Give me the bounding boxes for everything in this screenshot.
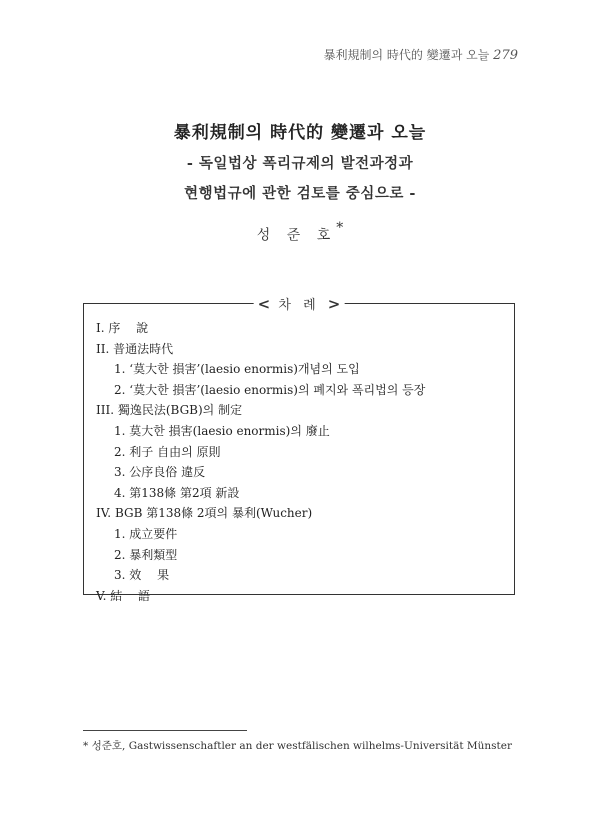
paper-subtitle-line-2: 현행법규에 관한 검토를 중심으로 -: [184, 185, 416, 202]
footnote-divider: [83, 730, 247, 731]
toc-item: IV. BGB 第138條 2項의 暴利(Wucher): [96, 506, 313, 521]
running-head: [324, 46, 518, 63]
toc-close-bracket: >: [327, 295, 341, 313]
toc-item: II. 普通法時代: [96, 341, 174, 356]
title-block: [0, 118, 600, 203]
running-head-title: 暴利規制의 時代的 變遷과 오늘: [323, 48, 490, 62]
toc-item: 4. 第138條 第2項 新設: [114, 485, 240, 500]
toc-item: I. 序 說: [96, 321, 149, 335]
toc-open-bracket: <: [257, 295, 271, 313]
paper-subtitle-line-1: - 독일법상 폭리규제의 발전과정과: [186, 155, 414, 172]
toc-item: 2. ‘莫大한 損害’(laesio enormis)의 폐지와 폭리법의 등장: [114, 382, 426, 397]
toc-item: 2. 暴利類型: [114, 547, 178, 562]
toc-item: 1. 莫大한 損害(laesio enormis)의 廢止: [114, 423, 330, 438]
toc-item: 1. ‘莫大한 損害’(laesio enormis)개념의 도입: [114, 362, 360, 377]
toc-heading: [254, 294, 345, 313]
toc-list: [96, 318, 425, 606]
toc-item: 3. 效 果: [114, 568, 170, 583]
toc-item: V. 結 語: [96, 588, 151, 603]
author-name: 성 준 호: [256, 227, 337, 244]
toc-item: 1. 成立要件: [114, 526, 178, 541]
page-number: 279: [493, 48, 518, 63]
toc-item: III. 獨逸民法(BGB)의 制定: [96, 403, 243, 418]
table-of-contents: [83, 295, 515, 603]
paper-title: 暴利規制의 時代的 變遷과 오늘: [173, 123, 427, 143]
toc-item: 2. 利子 自由의 原則: [114, 444, 221, 459]
author-footnote-mark: *: [336, 220, 344, 236]
footnote: * 성준호, Gastwissenschaftler an der westfälischen wilhelms-Universität Münster: [83, 740, 513, 752]
toc-item: 3. 公序良俗 違反: [114, 465, 206, 480]
author: [0, 222, 600, 245]
toc-heading-text: 차 례: [278, 298, 320, 313]
